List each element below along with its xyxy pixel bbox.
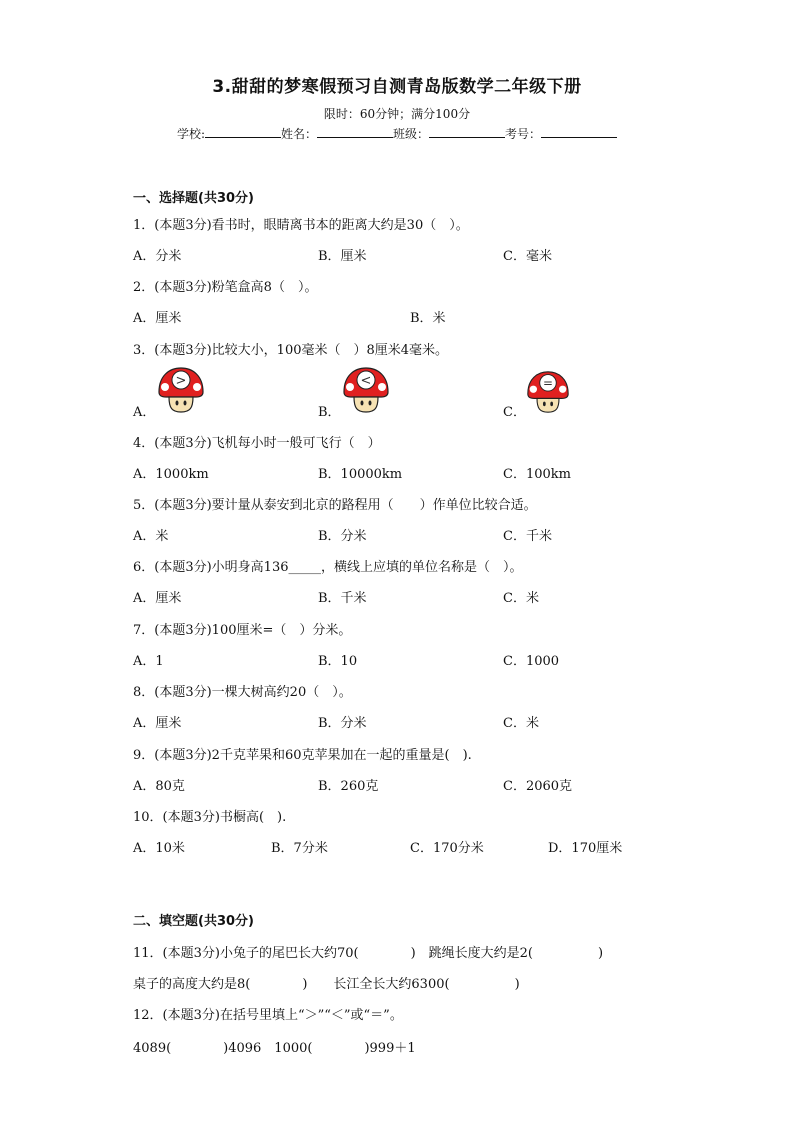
q4-option-c: C．100km: [503, 467, 571, 482]
q2-option-b: B．米: [410, 311, 446, 326]
time-limit-text: 限时：60分钟；满分100分: [323, 107, 471, 121]
q9-option-a: A．80克: [133, 779, 185, 794]
mushroom-less-symbol: <: [360, 373, 372, 389]
q2-option-a: A．厘米: [133, 311, 182, 326]
mushroom-equal-symbol: =: [543, 375, 553, 390]
name-blank: [317, 124, 393, 138]
q3-option-a: A．: [133, 405, 156, 420]
q8-option-a: A．厘米: [133, 716, 182, 731]
q7-option-b: B．10: [318, 654, 358, 669]
q5-option-b: B．分米: [318, 529, 367, 544]
q9-option-c: C．2060克: [503, 779, 573, 794]
class-blank: [429, 124, 505, 138]
question-9: 9．(本题3分)2千克苹果和60克苹果加在一起的重量是( ).: [133, 748, 472, 763]
question-11-line-1: 11．(本题3分)小兔子的尾巴长大约70( ) 跳绳长度大约是2( ): [133, 946, 604, 961]
q8-option-c: C．米: [503, 716, 539, 731]
q1-option-c: C．毫米: [503, 249, 552, 264]
q10-option-b: B．7分米: [271, 841, 328, 856]
q5-option-c: C．千米: [503, 529, 552, 544]
question-5: 5．(本题3分)要计量从泰安到北京的路程用（ ）作单位比较合适。: [133, 498, 537, 513]
question-1: 1．(本题3分)看书时，眼睛离书本的距离大约是30（ ）。: [133, 218, 469, 233]
school-label: 学校:: [176, 127, 205, 141]
q4-option-a: A．1000km: [133, 467, 209, 482]
student-info-line: [0, 124, 794, 142]
section-1-title: 一、选择题(共30分): [133, 191, 254, 206]
number-label: 考号：: [505, 127, 542, 141]
mushroom-greater-symbol: >: [175, 373, 187, 389]
q10-option-c: C．170分米: [410, 841, 484, 856]
question-10: 10．(本题3分)书橱高( ).: [133, 810, 287, 825]
question-6: 6．(本题3分)小明身高136_____，横线上应填的单位名称是（ ）。: [133, 560, 523, 575]
mushroom-less-icon: [341, 366, 391, 414]
mushroom-greater-icon: [156, 366, 206, 414]
q3-option-b: B．: [318, 405, 341, 420]
question-12-line-2: 4089( )4096 1000( )999＋1: [133, 1041, 416, 1056]
q8-option-b: B．分米: [318, 716, 367, 731]
question-11-line-2: 桌子的高度大约是8( ) 长江全长大约6300( ): [133, 977, 520, 992]
q1-option-b: B．厘米: [318, 249, 367, 264]
q7-option-c: C．1000: [503, 654, 560, 669]
q6-option-c: C．米: [503, 591, 539, 606]
school-blank: [205, 124, 281, 138]
number-blank: [541, 124, 617, 138]
q4-option-b: B．10000km: [318, 467, 403, 482]
q3-option-c: C．: [503, 405, 526, 420]
mushroom-equal-icon: [525, 370, 571, 414]
q6-option-b: B．千米: [318, 591, 367, 606]
question-12: 12．(本题3分)在括号里填上“＞”“＜”或“＝”。: [133, 1008, 403, 1023]
q6-option-a: A．厘米: [133, 591, 182, 606]
question-8: 8．(本题3分)一棵大树高约20（ ）。: [133, 685, 352, 700]
question-3: 3．(本题3分)比较大小，100毫米（ ）8厘米4毫米。: [133, 343, 449, 358]
q5-option-a: A．米: [133, 529, 169, 544]
q7-option-a: A．1: [133, 654, 164, 669]
q1-option-a: A．分米: [133, 249, 182, 264]
q10-option-a: A．10米: [133, 841, 185, 856]
name-label: 姓名：: [281, 127, 318, 141]
page-title: 3.甜甜的梦寒假预习自测青岛版数学二年级下册: [212, 77, 582, 97]
question-7: 7．(本题3分)100厘米=（ ）分米。: [133, 623, 352, 638]
section-2-title: 二、填空题(共30分): [133, 914, 254, 929]
q10-option-d: D．170厘米: [548, 841, 623, 856]
class-label: 班级：: [393, 127, 430, 141]
question-2: 2．(本题3分)粉笔盒高8（ ）。: [133, 280, 318, 295]
question-4: 4．(本题3分)飞机每小时一般可飞行（ ）: [133, 436, 381, 451]
q9-option-b: B．260克: [318, 779, 379, 794]
